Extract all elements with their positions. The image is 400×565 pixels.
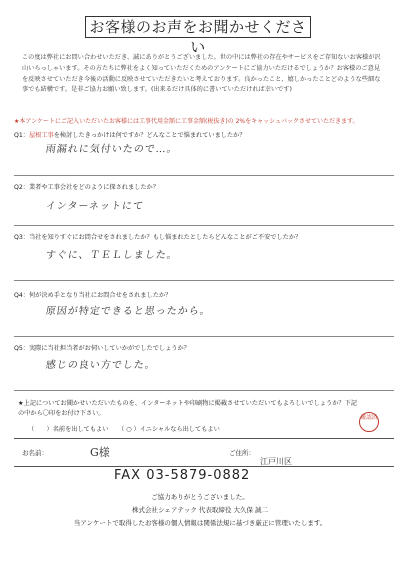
divider-top	[14, 438, 394, 439]
question-4-text: 何が決め手となり当社にお問合せをされましたか？	[29, 292, 172, 299]
question-1-prefix: Q1：	[14, 132, 29, 139]
answer-1: 雨漏れに気付いたので…。	[44, 144, 179, 155]
question-1	[14, 131, 394, 140]
answer-5-line	[14, 390, 394, 391]
question-1-highlight: 屋根工事	[29, 132, 54, 139]
confirmation-stamp	[359, 412, 379, 432]
question-2-prefix: Q2：	[14, 184, 29, 191]
answer-2-line	[14, 225, 394, 226]
footer-thanks: ご協力ありがとうございました。	[151, 493, 249, 501]
question-1-text: を検討したきっかけは何ですか？どんなことで悩まれていましたか？	[53, 132, 246, 139]
answer-2: インターネットにて	[44, 201, 145, 212]
intro-text: この度は弊社にお問い合わせいただき、誠にありがとうございました。世の中には弊社の存在やサービスをご存知ないお客様が沢山いらっしゃいます。その方たちに弊社をよく知っていただくためのアンケートにご協力いただけるでしょうか？お客様のご意見を反映させていただき今後の活動に反映させていただきたいと考えております。良かったこと、嬉しかったことどのような些細な事でも結構です。是非ご協力お願い致します。(出来るだけ具体的に書いていただければ幸いです)	[22, 54, 381, 94]
choice-name[interactable]: （ ）名前を出してもよい	[28, 426, 109, 433]
question-4	[14, 291, 394, 300]
question-4-prefix: Q4：	[14, 292, 29, 299]
name-field[interactable]: G様	[90, 446, 110, 459]
address-label: ご住所：	[229, 449, 255, 457]
cashback-note: ★本アンケートにご記入いただいたお客様には工事代用金額に工事金額(税抜き)の 2%をキャッシュバックさせていただきます。	[14, 118, 359, 125]
question-3	[14, 233, 394, 242]
name-label: お名前：	[22, 449, 48, 457]
question-3-text: 当社を知りすぐにお問合せをされましたか？もし悩まれたとしたらどんなことがご不安でしたか？	[29, 234, 302, 241]
publish-question: ★上記についてお聞かせいただいたものを、インターネットや印刷物に掲載させていただいてもよろしいでしょうか？下記の中から〇印をお付け下さい。	[18, 400, 357, 417]
question-2-text: 業者や工事会社をどのように探されましたか？	[29, 184, 159, 191]
survey-title: お客様のお声をお聞かせください	[85, 16, 311, 38]
answer-4-line	[14, 336, 394, 337]
footer-privacy: 当アンケートで取得したお客様の個人情報は関係法規に基づき厳正に管理いたします。	[73, 519, 327, 527]
answer-4: 原因が特定できると思ったから。	[44, 306, 212, 317]
fax-number: FAX 03-5879-0882	[114, 468, 251, 483]
question-2	[14, 183, 394, 192]
footer-company: 株式会社シェアテック 代表取締役 大久保 誠二	[131, 506, 269, 514]
question-5-prefix: Q5：	[14, 345, 29, 352]
answer-3-line	[14, 280, 394, 281]
choice-initial[interactable]: （ ○ ）イニシャルなら出してもよい	[118, 426, 220, 433]
answer-1-line	[14, 175, 394, 176]
question-5-text: 実際に当社担当者がお伺いしていかがでしたでしょうか？	[29, 345, 190, 352]
divider-bottom	[14, 466, 394, 467]
address-field[interactable]: 江戸川区	[260, 457, 292, 466]
question-3-prefix: Q3：	[14, 234, 29, 241]
answer-5: 感じの良い方でした。	[44, 360, 157, 371]
question-5	[14, 344, 394, 353]
stamp-text: 確認済	[360, 415, 378, 421]
answer-3: すぐに、ＴＥＬしました。	[44, 250, 179, 261]
